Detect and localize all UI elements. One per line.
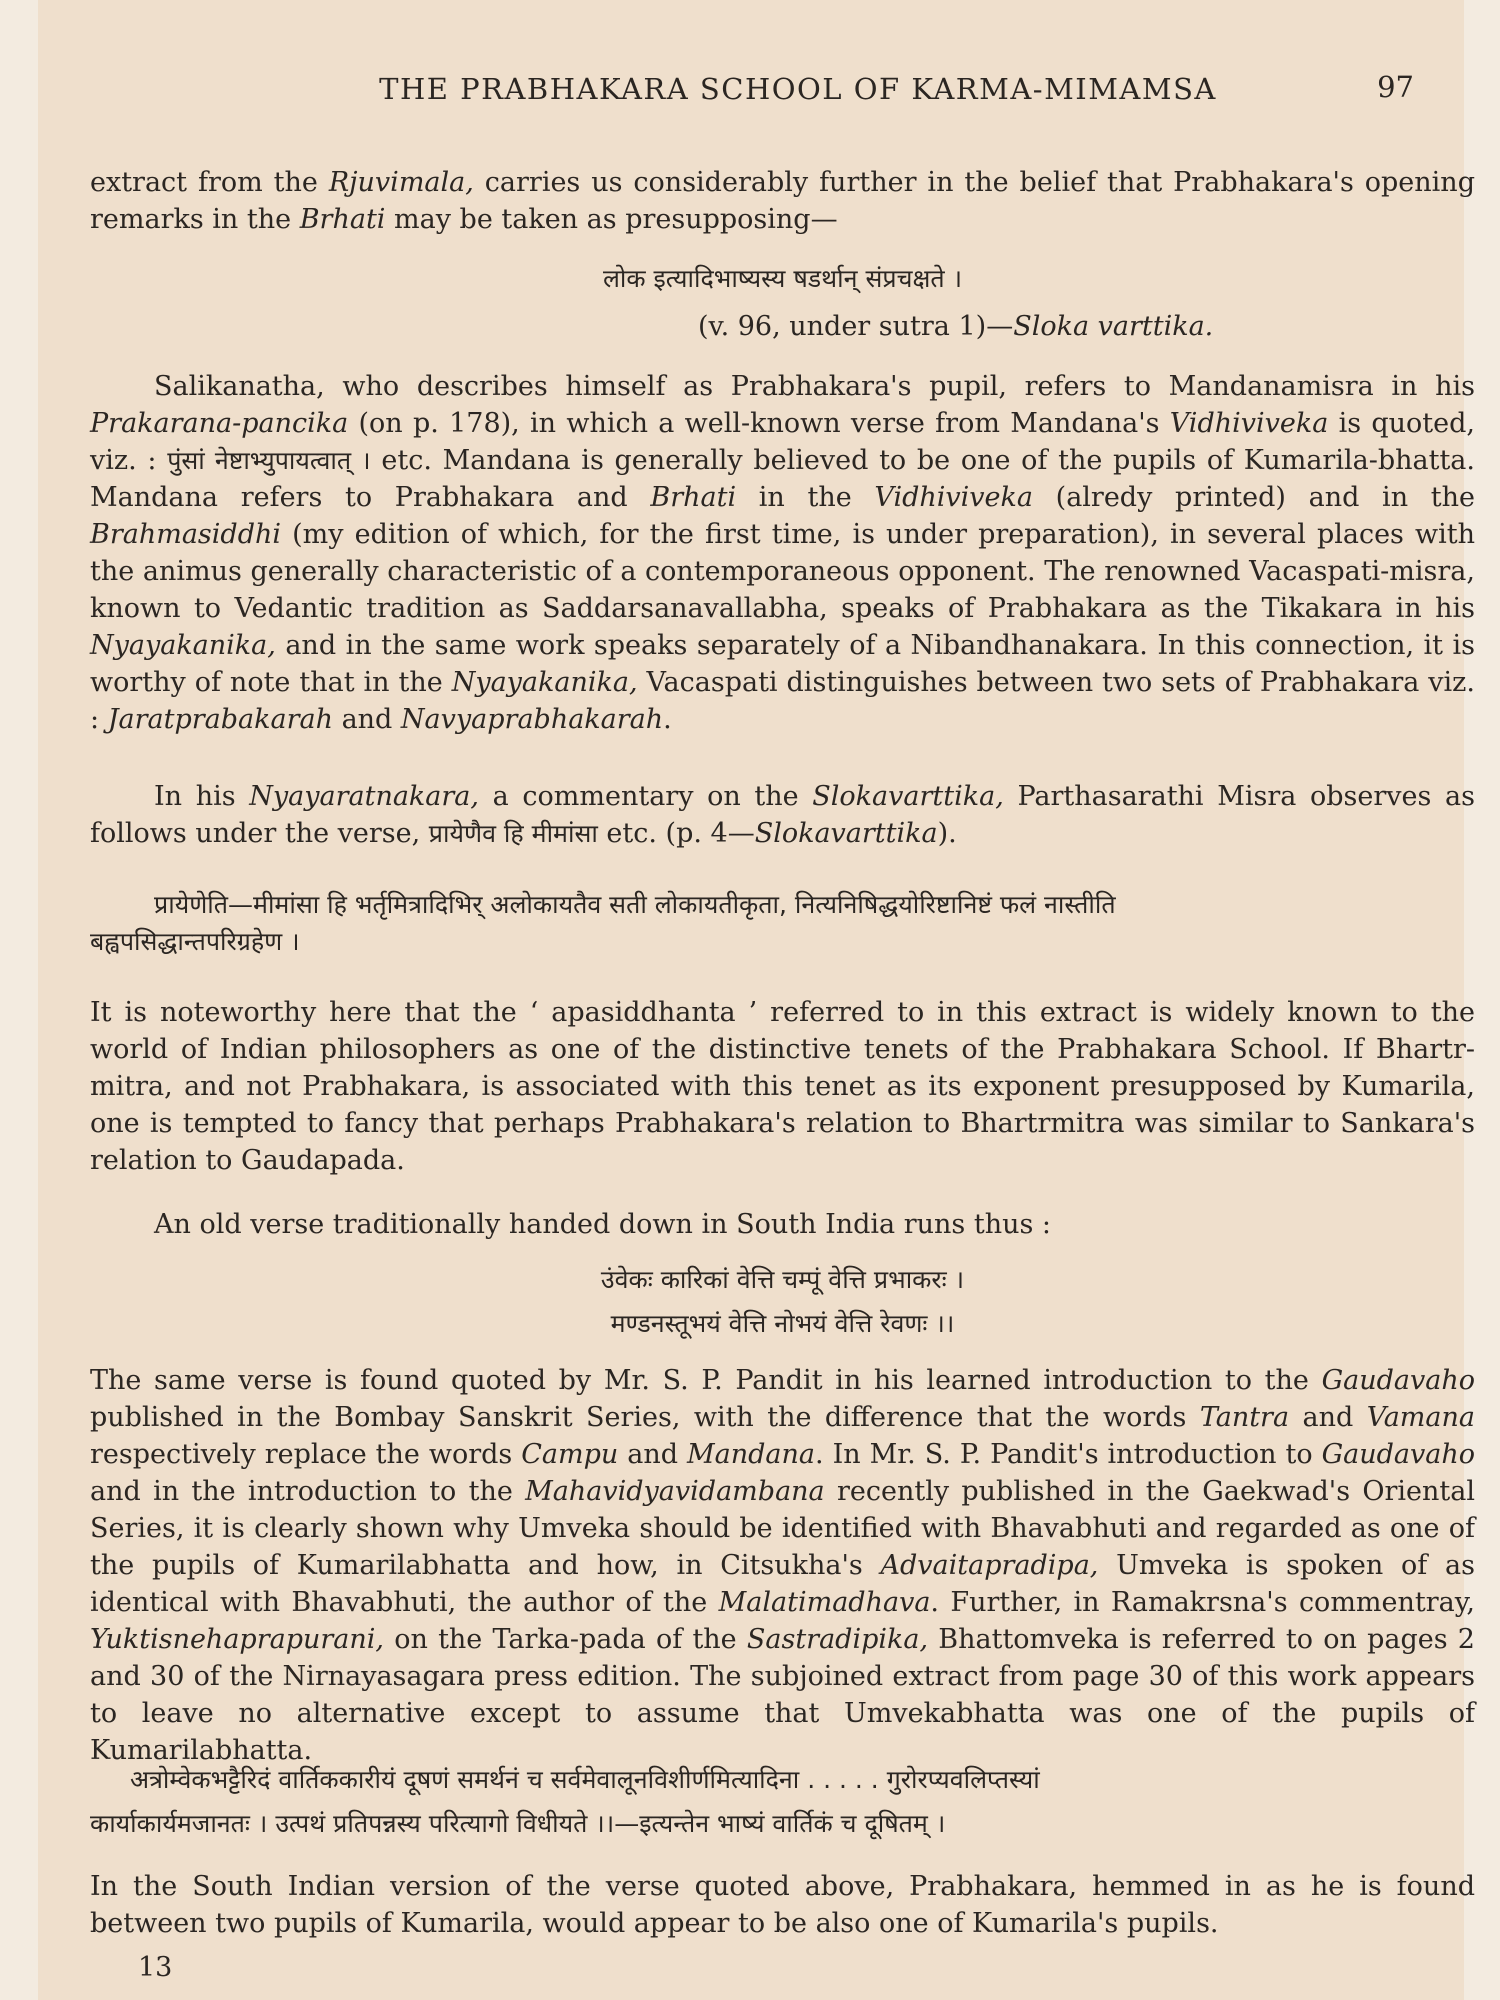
verse-1-citation: (v. 96, under sutra 1)—Sloka varttika. xyxy=(698,311,1214,342)
signature-mark: 13 xyxy=(138,1952,173,1983)
paragraph-1: extract from the Rjuvimala, carries us considerably further in the belief that Prabhakara's opening remarks in the Brhati may be taken as presupposing— xyxy=(90,167,1475,235)
running-header: THE PRABHAKARA SCHOOL OF KARMA-MIMAMSA xyxy=(379,72,1217,106)
paragraph-4: It is noteworthy here that the ‘ apasiddhanta ’ referred to in this extract is widely known to the world of Indian philosophers as one of the distinctive tenets of the Prabhakara School. If Bhartr-mitra, and not Prabhakara, is associated with this tenet as its exponent presupposed by Kumarila, one is tempted to fancy that perhaps Prabhakara's relation to Bhartrmitra was similar to Sankara's relation to Gaudapada. xyxy=(90,997,1475,1176)
sanskrit-extract-1: प्रायेणेति—मीमांसा हि भर्तृमित्रादिभिर् अलोकायतैव सती लोकायतीकृता, नित्यनिषिद्धयोरिष्टानिष्टं फलं नास्तीति बह्वपसिद्धान्तपरिग्रहेण । xyxy=(90,890,1116,956)
sanskrit-extract-2: अत्रोम्वेकभट्टैरिदं वार्तिककारीयं दूषणं समर्थनं च सर्वमेवालूनविशीर्णमित्यादिना . . . . . गुरोरप्यवलिप्तस्यां कार्याकार्यमजानतः । उत्पथं प्रतिपन्नस्य परित्यागो विधीयते ।।—इत्यन्तेन भाष्यं वार्तिकं च दूषितम् । xyxy=(90,1765,1040,1838)
paragraph-6: The same verse is found quoted by Mr. S. P. Pandit in his learned introduction to the Gaudavaho published in the Bombay Sanskrit Series, with the difference that the words Tantra and Vamana respectively replace the words Campu and Mandana. In Mr. S. P. Pandit's introduction to Gaudavaho and in the introduction to the Mahavidyavidambana recently published in the Gaekwad's Oriental Series, it is clearly shown why Umveka should be identified with Bhavabhuti and regarded as one of the pupils of Kumarilabhatta and how, in Citsukha's Advaitapradipa, Umveka is spoken of as identical with Bhavabhuti, the author of the Malatimadhava. Further, in Ramakrsna's commentray, Yuktisnehaprapurani, on the Tarka-pada of the Sastradipika, Bhattomveka is referred to on pages 2 and 30 of the Nirnayasagara press edition. The subjoined extract from page 30 of this work appears to leave no alternative except to assume that Umvekabhatta was one of the pupils of Kumarilabhatta. xyxy=(90,1365,1475,1766)
sanskrit-verse-1: लोक इत्यादिभाष्यस्य षडर्थान् संप्रचक्षते । xyxy=(602,264,963,293)
paragraph-3: In his Nyayaratnakara, a commentary on the Slokavarttika, Parthasarathi Misra observes as follows under the verse, प्रायेणैव हि मीमांसा etc. (p. 4—Slokavarttika). xyxy=(90,781,1476,849)
paragraph-5: An old verse traditionally handed down in South India runs thus : xyxy=(154,1209,1052,1240)
sanskrit-verse-2: उंवेकः कारिकां वेत्ति चम्पूं वेत्ति प्रभाकरः । मण्डनस्तूभयं वेत्ति नोभयं वेत्ति रेवणः ।। xyxy=(600,1265,965,1338)
paragraph-2: Salikanatha, who describes himself as Prabhakara's pupil, refers to Mandanamisra in his Prakarana-pancika (on p. 178), in which a well-known verse from Mandana's Vidhiviveka is quoted, viz. : पुंसां नेष्टाभ्युपायत्वात् । etc. Mandana is generally believed to be one of the pupils of Kumarila-bhatta. Mandana refers to Prabhakara and Brhati in the Vidhiviveka (alredy printed) and in the Brahmasiddhi (my edition of which, for the first time, is under preparation), in several places with the animus generally characteristic of a contemporaneous opponent. The renowned Vacaspati-misra, known to Vedantic tradition as Saddarsanavallabha, speaks of Prabhakara as the Tikakara in his Nyayakanika, and in the same work speaks separately of a Nibandhanakara. In this connection, it is worthy of note that in the Nyayakanika, Vacaspati distinguishes between two sets of Prabhakara viz. : Jaratprabakarah and Navyaprabhakarah. xyxy=(90,371,1476,735)
page-number: 97 xyxy=(1377,70,1414,104)
book-page xyxy=(38,0,1476,2000)
paragraph-7: In the South Indian version of the verse quoted above, Prabhakara, hemmed in as he is found between two pupils of Kumarila, would appear to be also one of Kumarila's pupils. xyxy=(90,1871,1475,1939)
